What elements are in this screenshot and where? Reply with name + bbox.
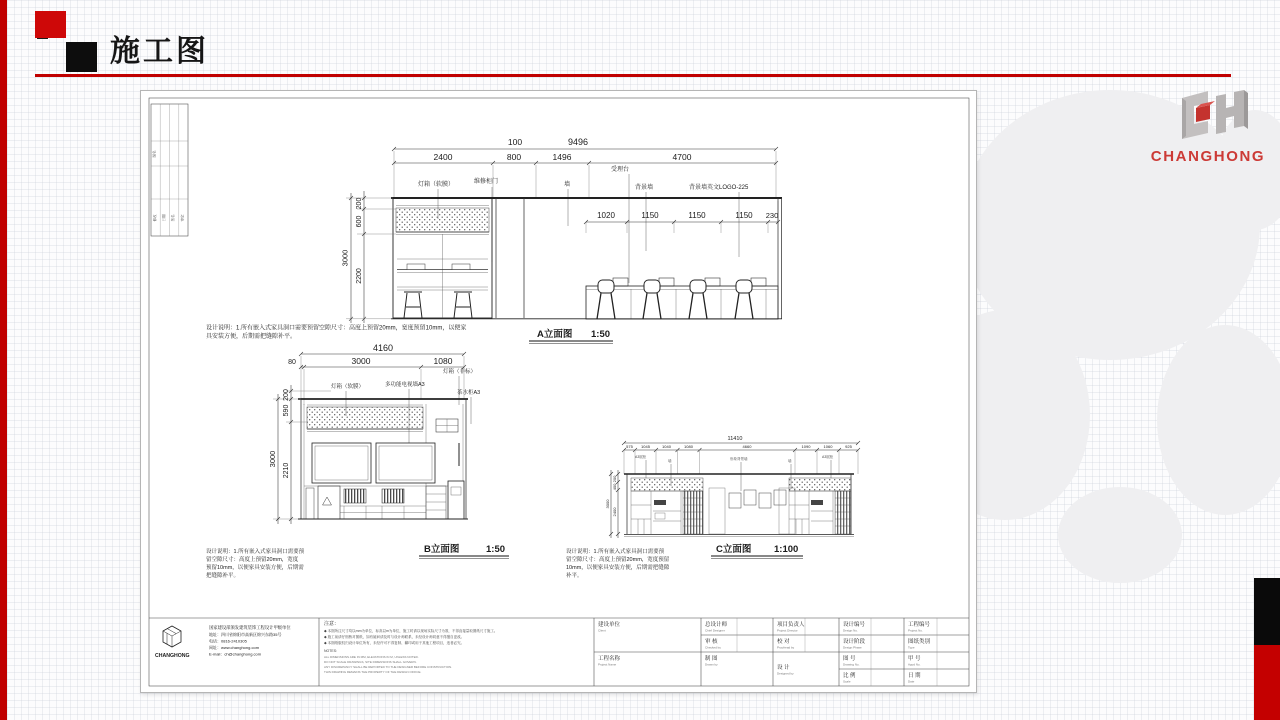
service-counter — [586, 278, 778, 319]
company-logo-text: CHANGHONG — [155, 653, 190, 659]
elevation-a — [206, 137, 782, 343]
dim-text: 2200 — [356, 268, 363, 284]
field-label: 图纸类别 — [908, 639, 931, 645]
elevation-c — [566, 436, 860, 579]
part-label: 灯箱（非标） — [443, 369, 477, 375]
strip-label: 图名 — [152, 150, 157, 158]
part-label: 背景墙 — [635, 185, 654, 191]
company-web: 网址：www.changhong.com — [209, 645, 260, 650]
part-label: 茶水柜A3 — [457, 390, 481, 396]
part-label: 维修柜门 — [474, 179, 499, 185]
company-cert: 国家建设部颁发建筑装饰工程设计甲级单位 — [209, 625, 291, 630]
field-label: 工程编号 — [908, 622, 931, 628]
note-line: ALL DIMENSIONS ARE IN MM, ELEVATIONS IN M, UNLESS NOTED. — [324, 655, 419, 659]
company-email: E-mail：ch@changhong.com — [209, 651, 262, 657]
field-label: 设计编号 — [843, 622, 866, 628]
view-title: C立面图 — [716, 544, 752, 555]
dim-text: 400 — [612, 483, 617, 491]
note-line: ◆ 本图所注尺寸均以mm为单位，标高以m为单位，施工时请以现场实际尺寸为准，不得直接量取图纸尺寸施工。 — [324, 629, 498, 633]
left-accent-bar — [0, 0, 7, 720]
part-label: 多功能电视墙A3 — [385, 382, 425, 388]
dim-text: 800 — [506, 152, 522, 162]
part-label: A3展柜 — [635, 455, 647, 459]
notes-cell — [324, 620, 497, 674]
field-label: 工程名称 — [598, 656, 621, 662]
field-label: 项目负责人 — [777, 622, 805, 628]
dim-text: 4700 — [672, 152, 692, 162]
note-line: ◆ 施工前请仔细核对图纸，如有疑问请及时与设计师联系，未经设计师同意不得擅自更改。 — [324, 635, 465, 639]
elevation-c-drawing — [624, 474, 854, 537]
field-label: 总设计师 — [705, 622, 728, 628]
strip-sign-label: 修改 — [152, 214, 157, 222]
page-title: 施工图 — [110, 35, 209, 68]
dim-text: 80 — [288, 359, 296, 366]
view-title: B立面图 — [424, 544, 460, 555]
changhong-cube-icon — [163, 626, 181, 647]
notes-en-title: NOTES: — [324, 649, 338, 653]
dim-text: 2400 — [433, 152, 453, 162]
view-scale: 1:50 — [486, 544, 506, 555]
dim-text: 1045 — [641, 444, 650, 449]
dim-text: 1080 — [684, 444, 693, 449]
brand-name: CHANGHONG — [1150, 148, 1266, 165]
dim-text: 3000 — [268, 450, 277, 468]
part-label: 形象背景墙 — [730, 457, 748, 461]
dim-text: 3000 — [351, 356, 371, 366]
part-label: 墙 — [668, 459, 672, 463]
field-label: 设 计 — [777, 665, 790, 671]
design-note: 设计说明：1.所有嵌入式家具洞口需要预留空隙尺寸：高度上预留20mm，宽度预留10mm，以便家 — [206, 325, 467, 332]
part-label: 受理台 — [611, 167, 630, 173]
field-label-en: Project Director — [777, 628, 798, 633]
field-label-en: Project No. — [908, 628, 923, 633]
design-note: 10mm，以便家具安装方便，后期需把缝隙 — [566, 565, 670, 571]
dim-text: 1150 — [688, 211, 706, 220]
part-label: 墙 — [788, 459, 792, 463]
dim-text: 1150 — [641, 211, 659, 220]
dim-text: 4160 — [372, 343, 394, 353]
dim-text: 1020 — [597, 211, 615, 220]
strip-sign-label: 签名 — [171, 214, 176, 222]
dim-text: 2210 — [283, 462, 290, 479]
dim-text: 1150 — [735, 211, 753, 220]
company-addr: 地址：四川省绵阳市高新区绵兴东路35号 — [209, 632, 282, 637]
dim-text: 200 — [283, 389, 290, 401]
sheet-border — [149, 98, 969, 686]
design-note: 预留10mm，以便家具安装方便，后期需 — [206, 565, 304, 571]
part-label: 灯箱（软膜） — [331, 384, 365, 390]
field-label-en: Design Phase — [843, 645, 862, 650]
corner-black-bar — [1254, 578, 1280, 645]
dim-text: 3000 — [340, 249, 350, 267]
view-scale: 1:50 — [591, 329, 611, 340]
title-underline — [35, 74, 1231, 77]
field-label: 建设单位 — [598, 622, 621, 628]
field-label: 图 号 — [843, 656, 856, 662]
dim-text: 590 — [283, 404, 290, 417]
cabinet-a — [393, 198, 492, 318]
elevation-b — [206, 343, 509, 579]
design-note: 设计说明：1.所有嵌入式家具洞口需要预 — [206, 549, 305, 555]
field-label: 日 期 — [908, 673, 921, 679]
note-line: THIS DRAWING REMAINS THE PROPERTY OF THE DESIGN OFFICE. — [324, 670, 422, 674]
drawing-sheet — [140, 90, 977, 693]
strip-sign-label: 审定 — [180, 214, 185, 222]
note-line: ◆ 本图纸版权归设计单位所有，未经许可不得复制、翻印或用于其他工程项目，违者必究。 — [324, 641, 465, 645]
brand-logo — [1148, 88, 1268, 165]
note-line: DO NOT SCALE DRAWINGS, SITE DIMENSIONS SHALL GOVERN. — [324, 660, 417, 664]
field-label-en: Client — [598, 628, 606, 633]
field-label: 设计阶段 — [843, 639, 866, 645]
dim-text: 2400 — [612, 507, 617, 517]
corner-red-bar — [1254, 645, 1280, 720]
field-label-en: Appd No. — [908, 662, 921, 667]
dim-text: 100 — [507, 137, 523, 147]
part-label: A3展柜 — [822, 455, 834, 459]
field-label-en: Proofread by — [777, 645, 795, 650]
dim-text: 1090 — [801, 444, 811, 449]
dim-text: 600 — [356, 215, 363, 228]
dim-text: 3000 — [605, 499, 610, 509]
field-label: 甲 号 — [908, 656, 921, 662]
field-label: 校 对 — [777, 639, 790, 645]
red-square-decoration — [35, 11, 66, 38]
dim-text: 575 — [626, 444, 633, 449]
design-note: 把缝隙补平。 — [206, 573, 240, 579]
field-label-en: Type — [908, 645, 915, 650]
dim-text: 11410 — [727, 436, 743, 442]
design-note: 补平。 — [566, 573, 583, 579]
part-label: 背景墙英文LOGO-225 — [689, 185, 749, 191]
dim-text: 925 — [845, 444, 852, 449]
notes-title: 注意： — [324, 621, 340, 627]
field-label-en: Drawing No. — [843, 662, 860, 667]
strip-sign-label: 日期 — [162, 214, 166, 222]
dim-text: 200 — [612, 475, 617, 483]
view-scale: 1:100 — [774, 544, 799, 555]
dim-text: 4660 — [742, 444, 752, 449]
revision-strip — [151, 104, 188, 236]
changhong-logo-icon — [1160, 88, 1256, 142]
design-note: 留空隙尺寸：高度上预留20mm，宽度预留 — [566, 557, 670, 563]
field-label: 制 图 — [705, 656, 718, 662]
company-cell — [155, 624, 291, 659]
black-square-decoration — [66, 42, 97, 72]
dim-text: 200 — [356, 197, 363, 210]
dim-text: 9496 — [567, 137, 589, 147]
dim-text: 230 — [765, 211, 779, 220]
part-label: 灯箱（软膜） — [418, 182, 455, 188]
field-label-en: Design No. — [843, 628, 858, 633]
field-label: 比 例 — [843, 673, 856, 679]
field-label-en: Drawn by — [705, 662, 718, 667]
field-label-en: Scale — [843, 679, 851, 684]
note-line: ANY DISCREPANCY SHALL BE REPORTED TO THE DESIGNER BEFORE CONSTRUCTION. — [324, 665, 453, 669]
company-tel: 电话：0816-2410305 — [209, 638, 247, 644]
dim-text: 1496 — [552, 152, 572, 162]
design-note: 留空隙尺寸：高度上预留20mm，宽度 — [206, 557, 299, 563]
field-label-en: Chief Designer — [705, 628, 725, 633]
title-block — [149, 618, 969, 686]
dim-text: 1080 — [433, 356, 453, 366]
design-note: 设计说明：1.所有嵌入式家具洞口需要预 — [566, 549, 665, 555]
view-title: A立面图 — [537, 329, 573, 340]
design-note: 具安装方便，后期需把缝隙补平。 — [206, 334, 297, 340]
field-label-en: Designed by — [777, 671, 794, 676]
dim-text: 1060 — [823, 444, 833, 449]
field-label-en: Checked by — [705, 645, 721, 650]
part-label: 墙 — [564, 182, 571, 188]
field-label-en: Project Name — [598, 662, 617, 667]
field-label: 审 核 — [705, 639, 718, 645]
cabinet-b — [298, 399, 468, 519]
field-label-en: Date — [908, 679, 915, 684]
dim-text: 1040 — [662, 444, 671, 449]
